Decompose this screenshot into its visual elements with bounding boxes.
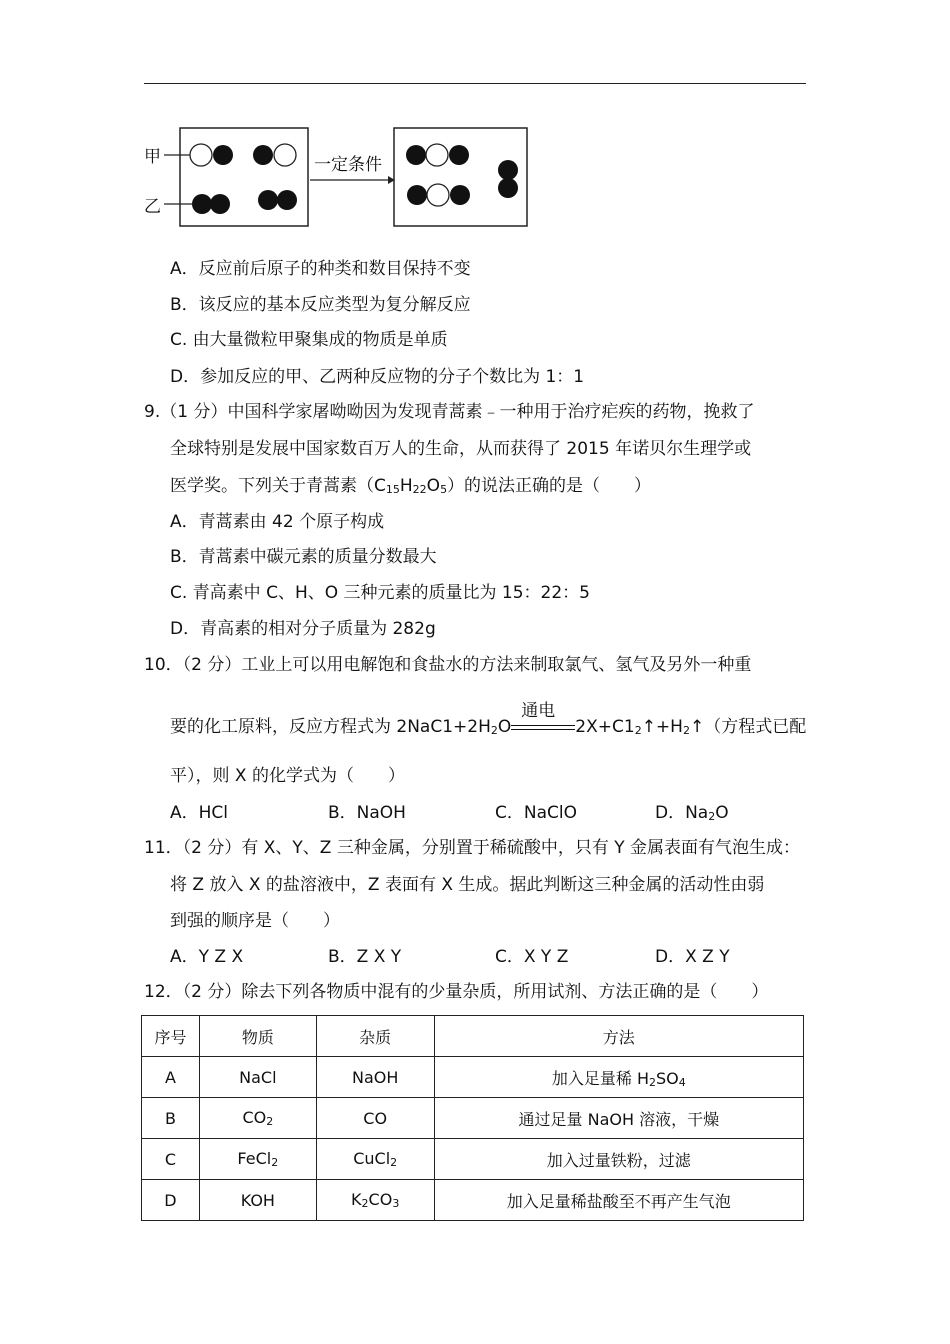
q11-option-b: B．Z X Y xyxy=(328,947,402,967)
q10-stem-line3: 平），则 X 的化学式为（ ） xyxy=(170,766,405,786)
q8-option-b: B．该反应的基本反应类型为复分解反应 xyxy=(170,295,471,315)
label-jia: 甲 xyxy=(144,147,161,167)
arrow-label: 一定条件 xyxy=(314,155,382,175)
table-row xyxy=(142,1057,804,1098)
label-yi: 乙 xyxy=(144,197,161,217)
table-row xyxy=(142,1180,804,1221)
q10-option-c: C．NaClO xyxy=(495,803,577,823)
row-method: 加入足量稀 $H_2SO_4$ xyxy=(434,1057,803,1098)
q10-option-a: A．HCl xyxy=(170,803,229,823)
reaction-diagram xyxy=(138,120,538,230)
q12-stem: 12．（2 分）除去下列各物质中混有的少量杂质，所用试剂、方法正确的是（ ） xyxy=(144,982,769,1002)
q9-option-c: C. 青高素中 C、H、O 三种元素的质量比为 15：22：5 xyxy=(170,583,591,603)
q12-table xyxy=(141,1015,804,1221)
q8-option-d: D．参加反应的甲、乙两种反应物的分子个数比为 1：1 xyxy=(170,367,585,387)
table-header-row xyxy=(142,1016,804,1057)
q9-stem-line1: 9.（1 分）中国科学家屠呦呦因为发现青蒿素﹣一种用于治疗疟疾的药物，挽救了 xyxy=(144,402,755,422)
row-substance: FeCl$_2$ xyxy=(199,1139,316,1180)
q9-option-a: A．青蒿素由 42 个原子构成 xyxy=(170,512,385,532)
row-impurity: CO xyxy=(316,1098,434,1139)
header-id: 序号 xyxy=(142,1016,200,1057)
q11-option-a: A．Y Z X xyxy=(170,947,244,967)
row-impurity: CuCl$_2$ xyxy=(316,1139,434,1180)
q11-option-c: C．X Y Z xyxy=(495,947,569,967)
q10-option-b: B．NaOH xyxy=(328,803,406,823)
q9-option-b: B．青蒿素中碳元素的质量分数最大 xyxy=(170,547,437,567)
reaction-condition-equals: 通电 xyxy=(511,716,575,738)
row-id: D xyxy=(142,1180,200,1221)
table-row xyxy=(142,1139,804,1180)
header-method: 方法 xyxy=(434,1016,803,1057)
row-id: A xyxy=(142,1057,200,1098)
header-rule xyxy=(144,83,806,84)
q10-stem-line1: 10．（2 分）工业上可以用电解饱和食盐水的方法来制取氯气、氢气及另外一种重 xyxy=(144,655,752,675)
row-impurity: NaOH xyxy=(316,1057,434,1098)
q10-option-d: D．$Na_2O$ xyxy=(655,803,729,823)
q9-stem-line3: 医学奖。下列关于青蒿素$(C_{15}H_{22}O_5)$的说法正确的是（ ） xyxy=(170,476,652,496)
row-substance: NaCl xyxy=(199,1057,316,1098)
row-substance: $CO_2$ xyxy=(199,1098,316,1139)
row-id: C xyxy=(142,1139,200,1180)
table-row xyxy=(142,1098,804,1139)
q10-equation-line: 要的化工原料，反应方程式为 $2NaC1+2H_2O$ 通电 $2X+C1_2↑+H_2↑$（方程式已配 xyxy=(170,701,807,737)
row-method: 加入过量铁粉，过滤 xyxy=(434,1139,803,1180)
q11-stem-line2: 将 Z 放入 X 的盐溶液中，Z 表面有 X 生成。据此判断这三种金属的活动性由弱 xyxy=(170,875,765,895)
q8-option-a: A．反应前后原子的种类和数目保持不变 xyxy=(170,259,471,279)
row-id: B xyxy=(142,1098,200,1139)
row-impurity: $K_2CO_3$ xyxy=(316,1180,434,1221)
row-method: 加入足量稀盐酸至不再产生气泡 xyxy=(434,1180,803,1221)
row-substance: KOH xyxy=(199,1180,316,1221)
q11-option-d: D．X Z Y xyxy=(655,947,730,967)
q11-stem-line1: 11．（2 分）有 X、Y、Z 三种金属，分别置于稀硫酸中，只有 Y 金属表面有气泡生成： xyxy=(144,838,801,858)
q8-option-c: C. 由大量微粒甲聚集成的物质是单质 xyxy=(170,330,448,350)
header-substance: 物质 xyxy=(199,1016,316,1057)
header-impurity: 杂质 xyxy=(316,1016,434,1057)
q9-option-d: D．青高素的相对分子质量为 282g xyxy=(170,619,436,639)
q11-stem-line3: 到强的顺序是（ ） xyxy=(170,911,340,931)
q9-stem-line2: 全球特别是发展中国家数百万人的生命，从而获得了 2015 年诺贝尔生理学或 xyxy=(170,439,752,459)
row-method: 通过足量 NaOH 溶液，干燥 xyxy=(434,1098,803,1139)
